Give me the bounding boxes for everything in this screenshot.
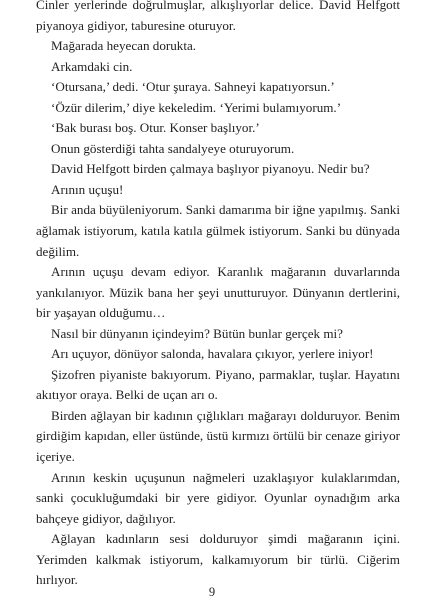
paragraph: Cinler yerlerinde doğrulmuşlar, alkışlıyorlar delice. David Helfgott piyanoya gidiyor, taburesine oturuyor. [36,0,400,33]
paragraph: ‘Bak burası boş. Otur. Konser başlıyor.’ [51,120,260,136]
paragraph: ‘Otursana,’ dedi. ‘Otur şuraya. Sahneyi kapatıyorsun.’ [51,79,335,95]
body-text [36,0,400,591]
paragraph: Ağlayan kadınların sesi dolduruyor şimdi mağaranın içini. Yerimden kalkmak istiyorum, kalkamıyorum bir türlü. Ciğerim hırlıyor. [36,531,400,588]
paragraph: ‘Özür dilerim,’ diye kekeledim. ‘Yerimi bulamıyorum.’ [51,99,342,115]
paragraph: Bir anda büyüleniyorum. Sanki damarıma bir iğne yapılmış. Sanki ağlamak istiyorum, katıla katıla gülmek istiyorum. Sanki bu dünyada değilim. [36,202,400,259]
paragraph: Birden ağlayan bir kadının çığlıkları mağarayı dolduruyor. Benim girdiğim kapıdan, eller üstünde, üstü kırmızı örtülü bir cenaze giriyor içeriye. [36,407,400,465]
paragraph: Arkamdaki cin. [51,58,133,74]
page-number: 9 [208,585,216,599]
paragraph: Arı uçuyor, dönüyor salonda, havalara çıkıyor, yerlere iniyor! [51,346,374,362]
paragraph: Arının uçuşu devam ediyor. Karanlık mağaranın duvarlarında yankılanıyor. Müzik bana her şeyi unutturuyor. Dünyanın dertlerini, bir yaşayan olduğumu… [36,264,400,321]
paragraph: Arının uçuşu! [51,181,124,197]
paragraph: Mağarada heyecan dorukta. [51,38,197,54]
paragraph: Onun gösterdiği tahta sandalyeye oturuyorum. [51,140,295,156]
paragraph: David Helfgott birden çalmaya başlıyor piyanoyu. Nedir bu? [51,161,370,177]
paragraph: Nasıl bir dünyanın içindeyim? Bütün bunlar gerçek mi? [51,325,343,341]
paragraph: Arının keskin uçuşunun nağmeleri uzaklaşıyor kulaklarımdan, sanki çocukluğumdaki bir yere gidiyor. Oyunlar oynadığım arka bahçeye gidiyor, dağılıyor. [36,469,400,526]
paragraph: Şizofren piyaniste bakıyorum. Piyano, parmaklar, tuşlar. Hayatını akıtıyor oraya. Belki de uçan arı o. [36,366,400,403]
